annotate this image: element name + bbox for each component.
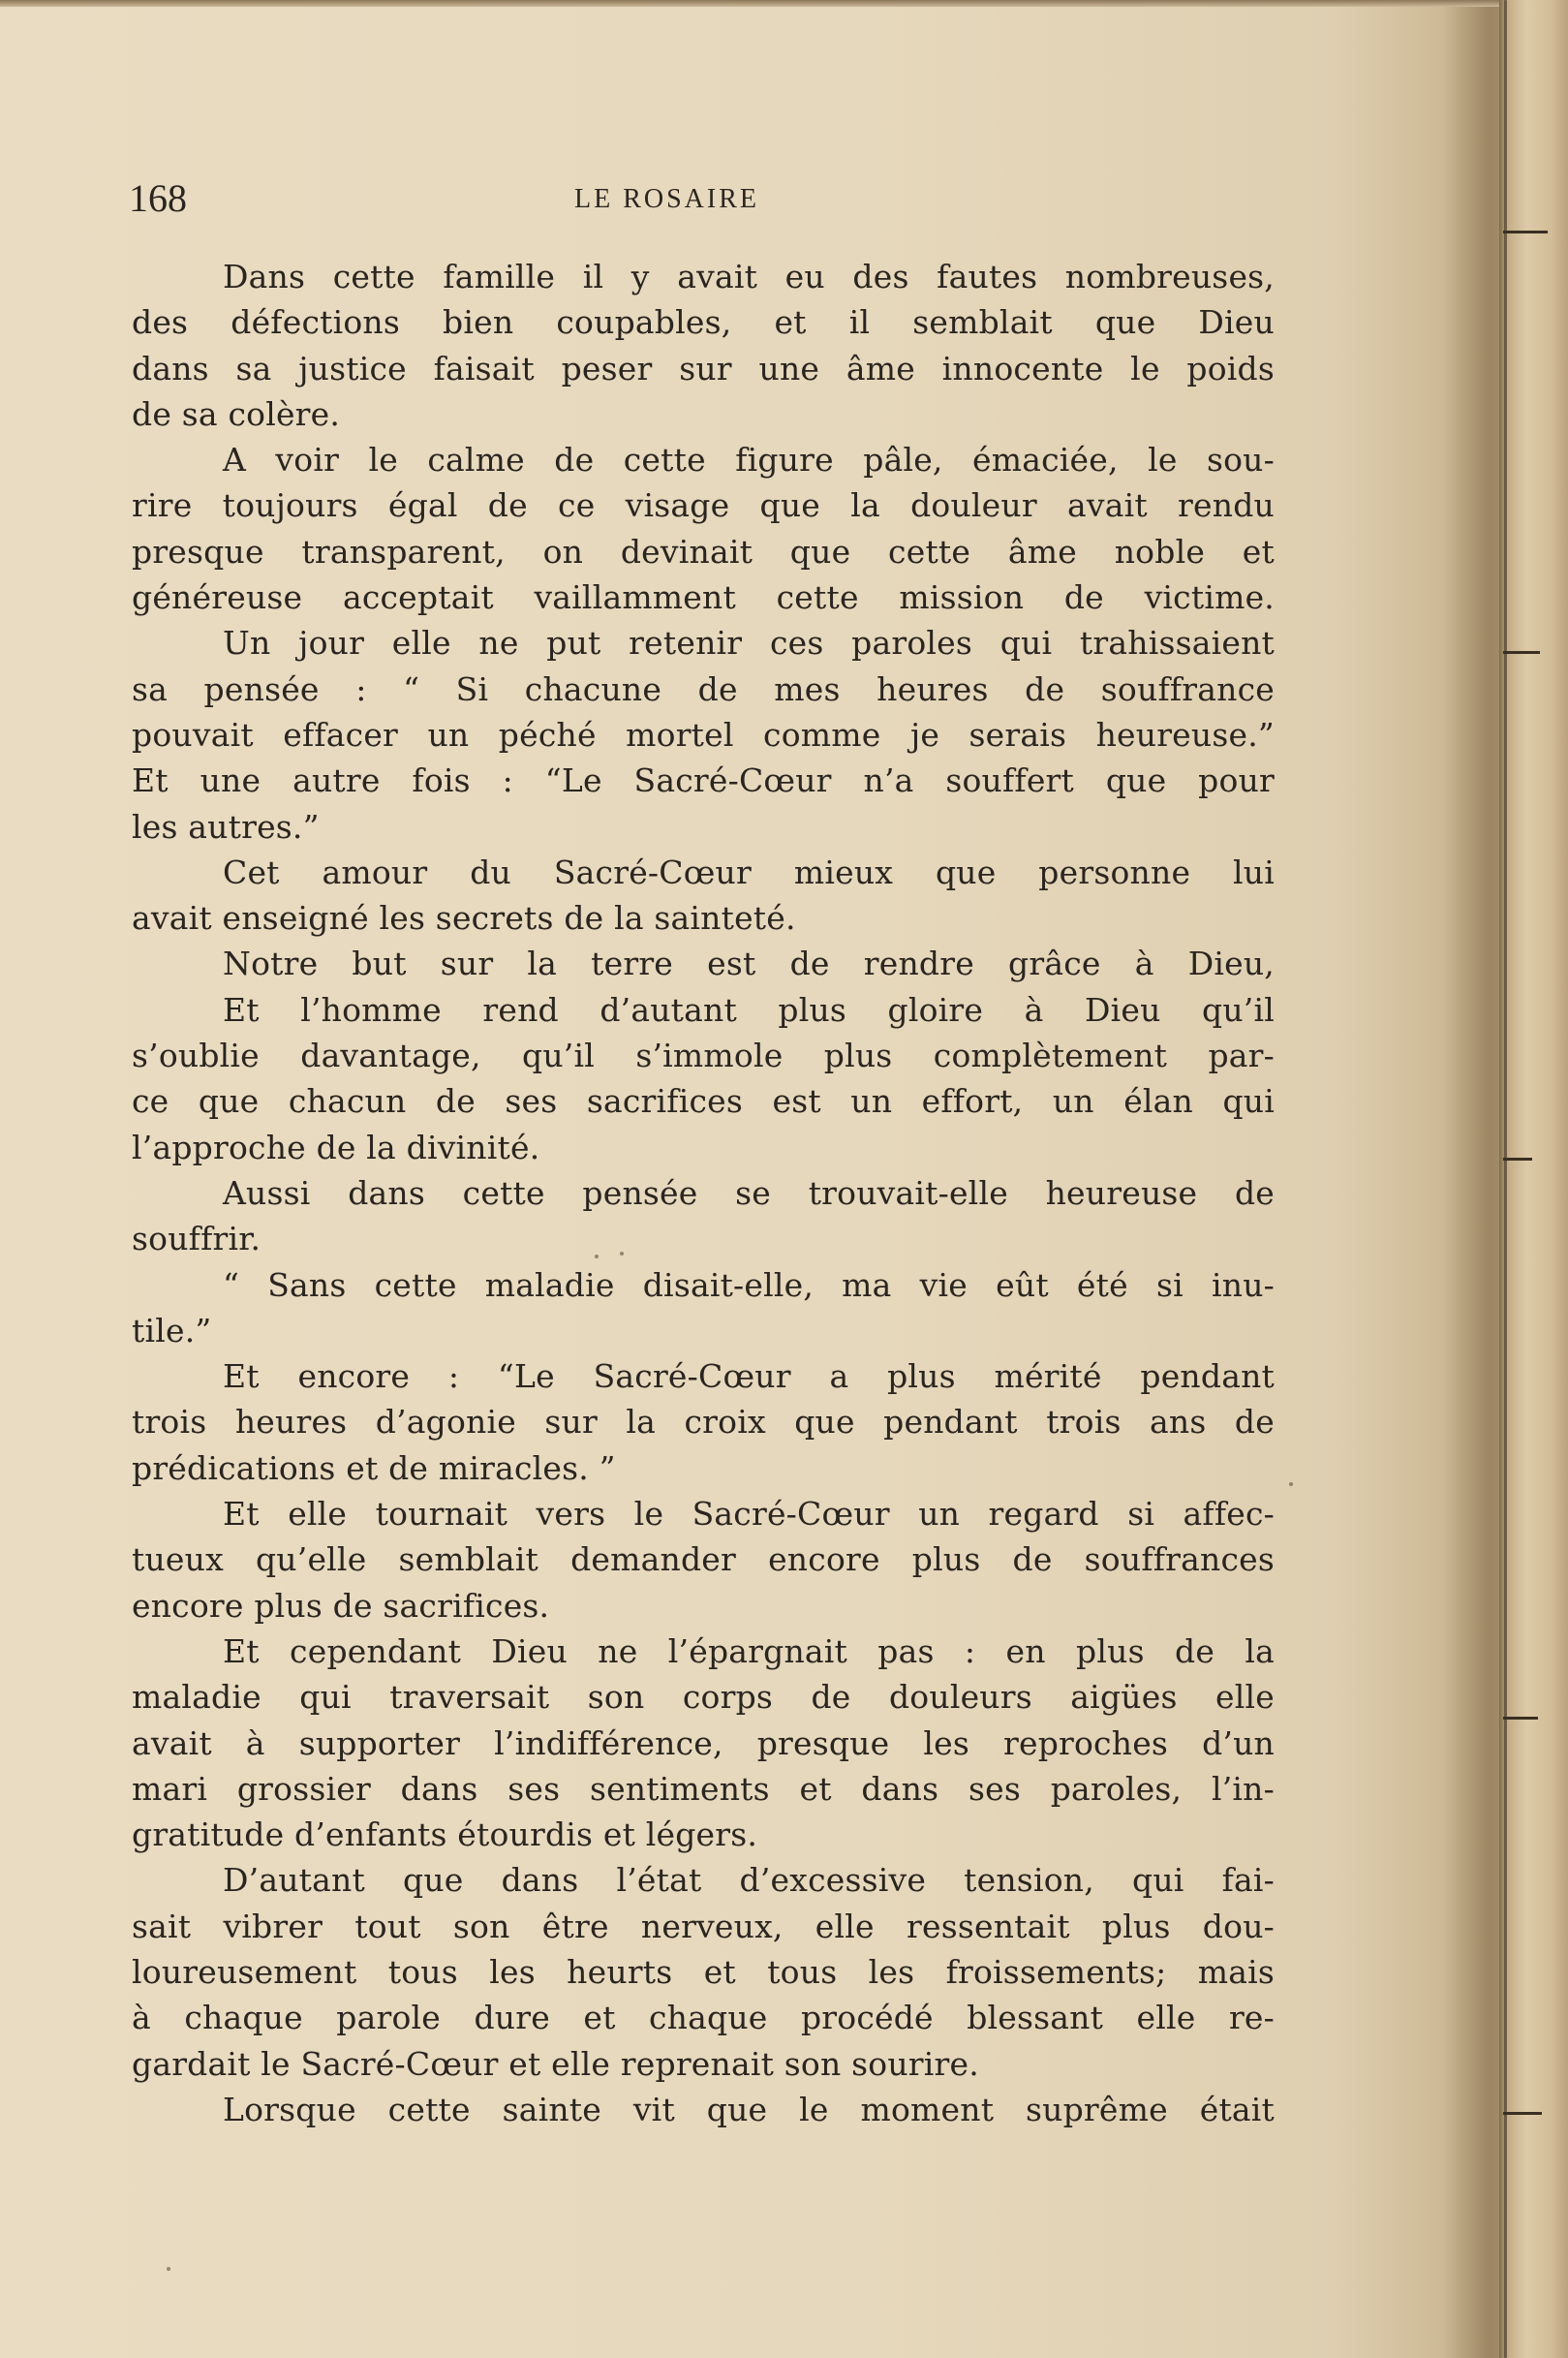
text-line: D’autant que dans l’état d’excessive tension, qui fai- xyxy=(223,1861,1275,1900)
text-line: l’approche de la divinité. xyxy=(132,1128,540,1166)
text-line: loureusement tous les heurts et tous les froissements; mais xyxy=(132,1952,1275,1991)
print-speck xyxy=(620,1252,624,1256)
text-line: pouvait effacer un péché mortel comme je serais heureuse.” xyxy=(132,715,1275,754)
text-line: s’oublie davantage, qu’il s’immole plus complètement par- xyxy=(132,1037,1275,1075)
text-line: A voir le calme de cette figure pâle, émaciée, le sou- xyxy=(223,441,1275,480)
binding-line xyxy=(1504,0,1507,2358)
text-line: des défections bien coupables, et il semblait que Dieu xyxy=(132,303,1275,342)
text-line: tile.” xyxy=(132,1311,212,1350)
page-edge-mark xyxy=(1503,231,1548,233)
text-line: trois heures d’agonie sur la croix que pendant trois ans de xyxy=(132,1403,1275,1442)
text-line: généreuse acceptait vaillamment cette mission de victime. xyxy=(132,578,1275,617)
body-text xyxy=(132,254,1275,2132)
print-speck xyxy=(167,2267,170,2271)
text-line: dans sa justice faisait peser sur une âme innocente le poids xyxy=(132,349,1275,388)
text-line: gardait le Sacré-Cœur et elle reprenait son sourire. xyxy=(132,2044,979,2083)
page-edge-mark xyxy=(1503,1717,1538,1720)
text-line: avait à supporter l’indifférence, presque les reproches d’un xyxy=(132,1723,1275,1762)
text-line: Un jour elle ne put retenir ces paroles qui trahissaient xyxy=(223,624,1275,663)
page-edge-mark xyxy=(1503,1158,1532,1161)
text-line: sa pensée : “ Si chacune de mes heures de souffrance xyxy=(132,669,1275,708)
print-speck xyxy=(1289,1482,1293,1486)
page-number: 168 xyxy=(129,176,187,220)
print-speck xyxy=(595,1255,599,1258)
text-line: Et cependant Dieu ne l’épargnait pas : en plus de la xyxy=(223,1631,1275,1670)
text-line: mari grossier dans ses sentiments et dans ses paroles, l’in- xyxy=(132,1769,1275,1808)
right-page-edge xyxy=(1499,0,1568,2358)
text-line: Cet amour du Sacré-Cœur mieux que personne lui xyxy=(223,853,1275,891)
text-line: Lorsque cette sainte vit que le moment suprême était xyxy=(223,2090,1275,2128)
text-line: ce que chacun de ses sacrifices est un effort, un élan qui xyxy=(132,1082,1275,1121)
text-line: Et encore : “Le Sacré-Cœur a plus mérité pendant xyxy=(223,1357,1275,1396)
text-line: Notre but sur la terre est de rendre grâce à Dieu, xyxy=(223,945,1275,983)
text-line: les autres.” xyxy=(132,807,320,846)
page-edge-mark xyxy=(1503,651,1540,654)
text-line: Et une autre fois : “Le Sacré-Cœur n’a souffert que pour xyxy=(132,761,1275,800)
text-line: rire toujours égal de ce visage que la douleur avait rendu xyxy=(132,486,1275,525)
text-line: prédications et de miracles. ” xyxy=(132,1448,616,1487)
text-line: Aussi dans cette pensée se trouvait-elle heureuse de xyxy=(223,1173,1275,1212)
text-line: presque transparent, on devinait que cette âme noble et xyxy=(132,532,1275,571)
text-line: Et elle tournait vers le Sacré-Cœur un regard si affec- xyxy=(223,1495,1275,1534)
text-line: souffrir. xyxy=(132,1220,261,1258)
text-line: Et l’homme rend d’autant plus gloire à Dieu qu’il xyxy=(223,990,1275,1029)
text-line: gratitude d’enfants étourdis et légers. xyxy=(132,1815,758,1854)
text-line: avait enseigné les secrets de la sainteté. xyxy=(132,899,796,938)
running-head xyxy=(129,174,1276,223)
text-line: Dans cette famille il y avait eu des fautes nombreuses, xyxy=(223,258,1275,295)
text-line: sait vibrer tout son être nerveux, elle ressentait plus dou- xyxy=(132,1907,1275,1945)
text-line: de sa colère. xyxy=(132,394,341,433)
text-line: tueux qu’elle semblait demander encore plus de souffrances xyxy=(132,1540,1275,1579)
page-edge-mark xyxy=(1503,2112,1542,2115)
running-title: LE ROSAIRE xyxy=(574,184,759,214)
text-line: à chaque parole dure et chaque procédé blessant elle re- xyxy=(132,1999,1275,2037)
text-line: “ Sans cette maladie disait-elle, ma vie eût été si inu- xyxy=(223,1265,1275,1304)
text-line: encore plus de sacrifices. xyxy=(132,1586,550,1625)
text-line: maladie qui traversait son corps de douleurs aigües elle xyxy=(132,1678,1275,1717)
